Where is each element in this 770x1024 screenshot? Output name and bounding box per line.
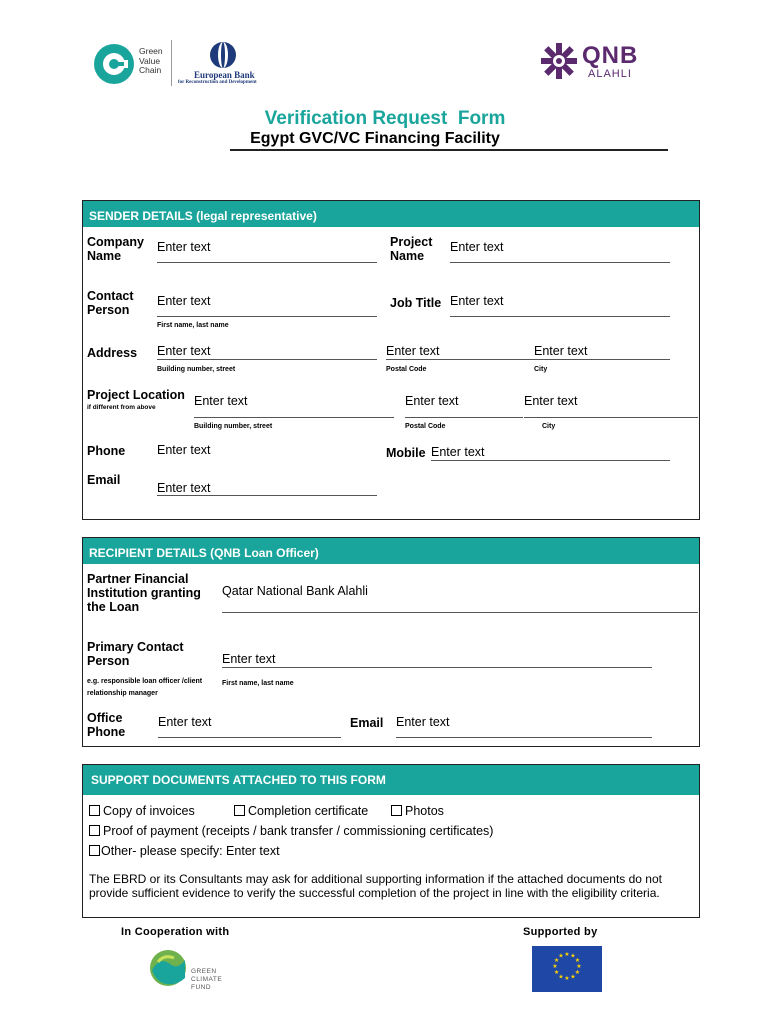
recipient-email-input[interactable]: Enter text: [396, 715, 450, 729]
phone-input[interactable]: Enter text: [157, 443, 211, 457]
phone-label: Phone: [87, 444, 126, 458]
pfi-label: Partner Financial Institution granting the Loan: [87, 572, 201, 614]
svg-text:★: ★: [564, 951, 570, 958]
project-location-postal-hint: Postal Code: [405, 423, 446, 430]
payment-checkbox[interactable]: [89, 825, 100, 836]
invoices-label: Copy of invoices: [103, 804, 195, 818]
invoices-checkbox[interactable]: [89, 805, 100, 816]
project-name-input[interactable]: Enter text: [450, 240, 504, 254]
page-subtitle: Egypt GVC/VC Financing Facility: [250, 130, 500, 147]
svg-text:★: ★: [558, 952, 564, 960]
qnb-name: QNB: [582, 42, 639, 69]
support-note: The EBRD or its Consultants may ask for additional supporting information if the attached documents do not provide sufficient evidence to verify the successful completion of the project in line with the eligibility criteria.: [89, 872, 662, 900]
svg-text:★: ★: [576, 963, 582, 970]
title-underline: [230, 149, 668, 151]
option-copy-of-invoices[interactable]: [89, 804, 195, 818]
contact-person-line: [157, 316, 377, 317]
qnb-emblem-icon: [540, 42, 578, 80]
contact-person-input[interactable]: Enter text: [157, 294, 211, 308]
svg-text:★: ★: [553, 957, 560, 964]
primary-contact-label: Primary Contact Person: [87, 640, 184, 668]
address-postal-hint: Postal Code: [386, 366, 427, 373]
address-city-input[interactable]: Enter text: [534, 344, 588, 358]
address-postal-input[interactable]: Enter text: [386, 344, 440, 358]
other-checkbox[interactable]: [89, 845, 100, 856]
payment-label: Proof of payment (receipts / bank transfer / commissioning certificates): [103, 824, 494, 838]
office-phone-line: [158, 737, 341, 738]
page-title: Verification Request Form: [264, 108, 506, 129]
supported-label: Supported by: [523, 926, 598, 938]
ebrd-sub: for Reconstruction and Development: [178, 80, 257, 85]
address-street-line: [157, 359, 377, 360]
project-location-label: Project Location: [87, 388, 185, 402]
option-completion-certificate[interactable]: [234, 804, 368, 818]
office-phone-input[interactable]: Enter text: [158, 715, 212, 729]
gcf-logo-icon: [148, 948, 188, 988]
option-photos[interactable]: [391, 804, 444, 818]
gcf-word-1: GREEN: [191, 968, 217, 975]
project-location-hint: if different from above: [87, 404, 156, 411]
job-title-input[interactable]: Enter text: [450, 294, 504, 308]
primary-contact-hint: First name, last name: [222, 680, 294, 687]
address-label: Address: [87, 346, 138, 360]
gvc-logo-word-1: Green: [139, 46, 163, 56]
gvc-logo: [92, 42, 172, 86]
cooperation-label: In Cooperation with: [121, 926, 230, 938]
recipient-email-label: Email: [350, 716, 384, 730]
pfi-line: [222, 612, 698, 613]
gcf-word-3: FUND: [191, 984, 212, 991]
option-other[interactable]: [89, 844, 280, 858]
contact-person-hint: First name, last name: [157, 322, 229, 329]
other-label: Other- please specify: Enter text: [101, 844, 280, 858]
completion-label: Completion certificate: [248, 804, 369, 818]
contact-person-label: Contact Person: [87, 289, 134, 317]
primary-contact-input[interactable]: Enter text: [222, 652, 276, 666]
project-name-line: [450, 262, 670, 263]
svg-text:★: ★: [570, 952, 576, 960]
project-location-street-input[interactable]: Enter text: [194, 394, 248, 408]
support-bar: SUPPORT DOCUMENTS ATTACHED TO THIS FORM: [83, 765, 699, 795]
email-label: Email: [87, 473, 121, 487]
svg-text:★: ★: [553, 969, 560, 976]
company-name-input[interactable]: Enter text: [157, 240, 211, 254]
gvc-logo-icon: [92, 42, 136, 86]
primary-contact-example: e.g. responsible loan officer /client relationship manager: [87, 678, 203, 697]
mobile-input[interactable]: Enter text: [431, 445, 485, 459]
svg-text:★: ★: [564, 975, 570, 982]
logo-divider: [171, 40, 172, 86]
primary-contact-line: [222, 667, 652, 668]
project-location-street-hint: Building number, street: [194, 423, 273, 430]
gvc-logo-word-2: Value: [139, 55, 161, 66]
job-title-label: Job Title: [390, 296, 442, 310]
ebrd-name: European Bank: [194, 70, 255, 80]
gvc-logo-word-3: Chain: [139, 65, 162, 75]
project-name-label: Project Name: [390, 235, 433, 263]
ebrd-globe-icon: [208, 40, 238, 70]
photos-label: Photos: [405, 804, 444, 818]
photos-checkbox[interactable]: [391, 805, 402, 816]
gcf-logo: [148, 948, 238, 993]
project-location-street-line: [194, 417, 394, 418]
project-location-city-line: [524, 417, 698, 418]
gcf-word-2: CLIMATE: [191, 976, 223, 983]
pfi-value[interactable]: Qatar National Bank Alahli: [222, 584, 368, 598]
address-street-input[interactable]: Enter text: [157, 344, 211, 358]
svg-text:★: ★: [558, 973, 564, 981]
svg-text:★: ★: [552, 963, 558, 970]
job-title-line: [450, 316, 670, 317]
recipient-bar: RECIPIENT DETAILS (QNB Loan Officer): [83, 538, 699, 564]
email-line: [157, 495, 377, 496]
recipient-email-line: [396, 737, 652, 738]
completion-checkbox[interactable]: [234, 805, 245, 816]
mobile-line: [431, 460, 670, 461]
eu-flag-icon: [532, 946, 602, 992]
qnb-logo: [540, 42, 670, 82]
project-location-postal-line: [405, 417, 523, 418]
email-input[interactable]: Enter text: [157, 481, 211, 495]
ebrd-logo: [178, 40, 288, 88]
svg-text:★: ★: [570, 973, 576, 981]
office-phone-label: Office Phone: [87, 711, 126, 739]
address-city-hint: City: [534, 366, 548, 373]
project-location-city-input[interactable]: Enter text: [524, 394, 578, 408]
sender-bar: SENDER DETAILS (legal representative): [83, 201, 699, 227]
address-postal-line: [386, 359, 670, 360]
project-location-postal-input[interactable]: Enter text: [405, 394, 459, 408]
company-name-label: Company Name: [87, 235, 144, 263]
svg-text:★: ★: [574, 957, 581, 964]
company-name-line: [157, 262, 377, 263]
svg-text:★: ★: [574, 969, 581, 976]
option-proof-of-payment[interactable]: [89, 824, 493, 838]
address-street-hint: Building number, street: [157, 366, 236, 373]
qnb-sub: ALAHLI: [588, 68, 632, 80]
project-location-city-hint: City: [542, 423, 556, 430]
mobile-label: Mobile: [386, 446, 426, 460]
